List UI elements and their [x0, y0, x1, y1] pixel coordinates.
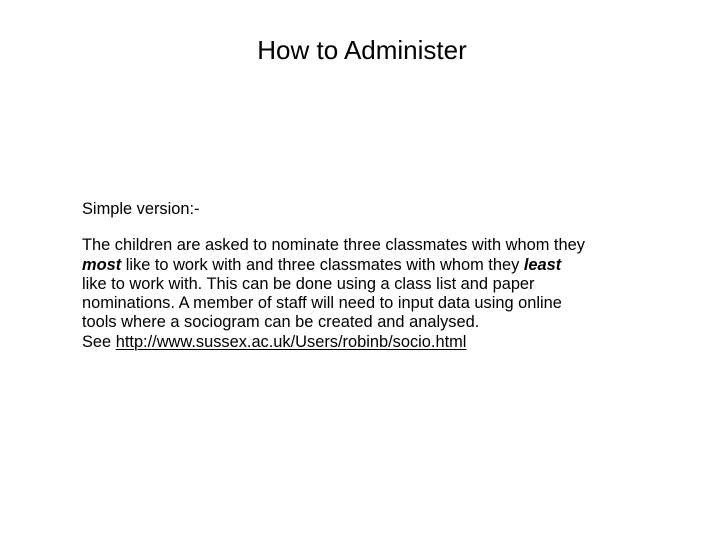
- slide-content: [82, 200, 682, 352]
- paragraph-line-3: like to work with. This can be done using a class list and paper: [82, 274, 535, 293]
- paragraph-line-2: [82, 256, 682, 275]
- paragraph-line-6: [82, 333, 682, 352]
- body-paragraph: [82, 236, 682, 352]
- subheading: Simple version:-: [82, 200, 200, 218]
- paragraph-line-4: nominations. A member of staff will need to input data using online: [82, 294, 562, 313]
- socio-link[interactable]: http://www.sussex.ac.uk/Users/robinb/socio.html: [115, 332, 467, 351]
- emphasis-least: least: [523, 255, 562, 274]
- see-label: See: [82, 332, 116, 351]
- slide-title: How to Administer: [257, 35, 467, 65]
- paragraph-line-5: tools where a sociogram can be created and analysed.: [82, 313, 480, 332]
- emphasis-most: most: [82, 255, 122, 274]
- paragraph-line-1: The children are asked to nominate three classmates with whom they: [82, 236, 585, 255]
- paragraph-line-2-text: like to work with and three classmates with whom they: [121, 255, 524, 274]
